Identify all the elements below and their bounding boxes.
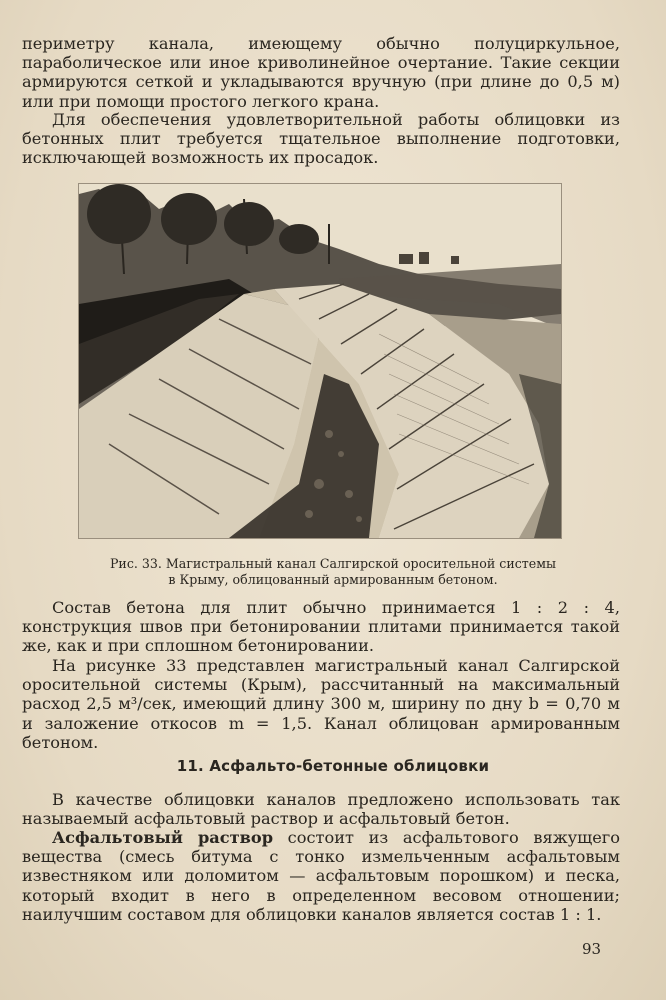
canal-illustration — [79, 184, 561, 538]
bold-term: Асфальтовый раствор — [52, 828, 274, 847]
paragraph-6: Асфальтовый раствор состоит из асфальтового вяжущего вещества (смесь битума с тонко измельченным асфальтовым известняком или доломитом — асфальтовым порошком) и песка, который входит в него в определенном весовом отношении; наилучшим составом для облицовки каналов является состав 1 : 1. — [22, 828, 620, 924]
paragraph-5: В качестве облицовки каналов предложено использовать так называемый асфальтовый раствор и асфальтовый бетон. — [22, 790, 620, 829]
page-number: 93 — [582, 940, 602, 958]
canal-photo — [78, 183, 562, 539]
paragraph-4: На рисунке 33 представлен магистральный канал Салгирской оросительной системы (Крым), рассчитанный на максимальный расход 2,5 м³/сек, имеющий длину 300 м, ширину по дну b = 0,70 м и заложение откосов m = 1,5. Канал облицован армированным бетоном. — [22, 656, 620, 752]
paragraph-2: Для обеспечения удовлетворительной работы облицовки из бетонных плит требуется тщательное выполнение подготовки, исключающей возможность их просадок. — [22, 110, 620, 168]
figure-caption: Рис. 33. Магистральный канал Салгирской оросительной системы в Крыму, облицованный армированным бетоном. — [109, 556, 557, 587]
paragraph-3: Состав бетона для плит обычно принимается 1 : 2 : 4, конструкция швов при бетонировании плитами принимается такой же, как и при сплошном бетонировании. — [22, 598, 620, 656]
section-heading: 11. Асфальто-бетонные облицовки — [176, 757, 490, 775]
paragraph-1: периметру канала, имеющему обычно полуциркульное, параболическое или иное криволинейное очертание. Такие секции армируются сеткой и укладываются вручную (при длине до 0,5 м) или при помощи простого легкого крана. — [22, 34, 620, 111]
